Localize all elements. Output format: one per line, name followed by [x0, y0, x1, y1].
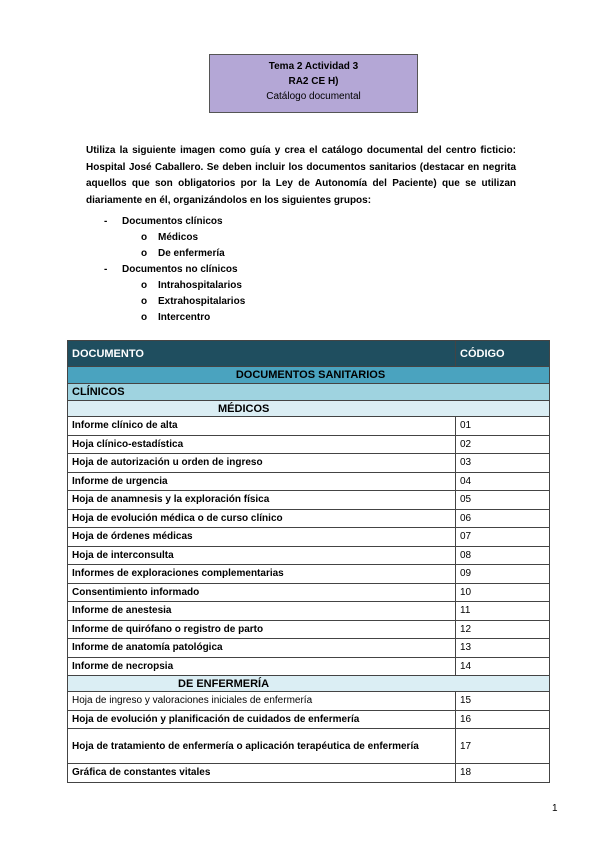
document-name: Hoja clínico-estadística: [68, 435, 456, 454]
document-name: Hoja de autorización u orden de ingreso: [68, 454, 456, 473]
document-code: 02: [456, 435, 550, 454]
subcategory-row: [68, 676, 550, 692]
page-number: 1: [552, 803, 558, 814]
document-code: 04: [456, 472, 550, 491]
document-name: Hoja de órdenes médicas: [68, 528, 456, 547]
subcategory-medicos: MÉDICOS: [68, 401, 550, 417]
document-code: 12: [456, 620, 550, 639]
table-row: [68, 583, 550, 602]
subgroup-marker: o: [141, 232, 148, 243]
section-row: [68, 367, 550, 384]
document-name: Hoja de evolución médica o de curso clínico: [68, 509, 456, 528]
subgroup-marker: o: [141, 248, 148, 259]
document-name: Hoja de anamnesis y la exploración física: [68, 491, 456, 510]
table-row: [68, 639, 550, 658]
table-row: [68, 472, 550, 491]
table-header-row: [68, 341, 550, 367]
group-marker: -: [104, 264, 108, 275]
subgroup-marker: o: [141, 280, 148, 291]
column-header-code: CÓDIGO: [456, 341, 550, 367]
document-code: 05: [456, 491, 550, 510]
document-code: 08: [456, 546, 550, 565]
document-name: Hoja de ingreso y valoraciones iniciales de enfermería: [68, 692, 456, 711]
document-name: Informe de anatomía patológica: [68, 639, 456, 658]
document-name: Hoja de evolución y planificación de cuidados de enfermería: [68, 710, 456, 729]
document-code: 10: [456, 583, 550, 602]
document-code: 11: [456, 602, 550, 621]
group-item: Documentos clínicos: [122, 216, 223, 227]
subgroup-marker: o: [141, 296, 148, 307]
document-code: 09: [456, 565, 550, 584]
document-code: 14: [456, 657, 550, 676]
category-title: CLÍNICOS: [68, 384, 550, 401]
catalog-table: [67, 340, 550, 783]
subcategory-enfermeria: DE ENFERMERÍA: [68, 676, 550, 692]
document-name: Hoja de tratamiento de enfermería o aplicación terapéutica de enfermería: [68, 729, 456, 764]
subgroup-item: Intercentro: [158, 312, 211, 323]
subcategory-row: [68, 401, 550, 417]
document-code: 17: [456, 729, 550, 764]
activity-title: Tema 2 Actividad 3: [268, 61, 359, 72]
subgroup-item: Intrahospitalarios: [158, 280, 242, 291]
document-code: 06: [456, 509, 550, 528]
document-code: 07: [456, 528, 550, 547]
subgroup-item: De enfermería: [158, 248, 225, 259]
document-name: Hoja de interconsulta: [68, 546, 456, 565]
subgroup-item: Médicos: [158, 232, 199, 243]
section-title: DOCUMENTOS SANITARIOS: [68, 367, 550, 384]
group-marker: -: [104, 216, 108, 227]
activity-subtitle: Catálogo documental: [266, 91, 361, 102]
document-code: 13: [456, 639, 550, 658]
table-row: [68, 764, 550, 783]
subgroup-marker: o: [141, 312, 148, 323]
document-name: Informe de quirófano o registro de parto: [68, 620, 456, 639]
document-name: Gráfica de constantes vitales: [68, 764, 456, 783]
column-header-document: DOCUMENTO: [68, 341, 456, 367]
document-code: 15: [456, 692, 550, 711]
document-name: Informes de exploraciones complementarias: [68, 565, 456, 584]
table-row: [68, 620, 550, 639]
table-row: [68, 692, 550, 711]
table-row: [68, 657, 550, 676]
table-row: [68, 509, 550, 528]
document-name: Informe clínico de alta: [68, 417, 456, 436]
table-row: [68, 602, 550, 621]
document-code: 18: [456, 764, 550, 783]
table-row: [68, 528, 550, 547]
group-item: Documentos no clínicos: [122, 264, 238, 275]
table-row: [68, 435, 550, 454]
activity-title-box: [209, 54, 418, 113]
document-name: Informe de urgencia: [68, 472, 456, 491]
table-row: [68, 417, 550, 436]
subgroup-item: Extrahospitalarios: [158, 296, 246, 307]
document-code: 01: [456, 417, 550, 436]
document-name: Informe de anestesia: [68, 602, 456, 621]
table-row: [68, 710, 550, 729]
table-row: [68, 454, 550, 473]
activity-code: RA2 CE H): [288, 76, 339, 87]
document-name: Consentimiento informado: [68, 583, 456, 602]
document-code: 03: [456, 454, 550, 473]
document-code: 16: [456, 710, 550, 729]
table-row: [68, 491, 550, 510]
category-row: [68, 384, 550, 401]
intro-paragraph: Utiliza la siguiente imagen como guía y crea el catálogo documental del centro ficticio: Hospital José Caballero. Se deben incluir los documentos sanitarios (destacar en negrita aquellos que son obligatorios por la Ley de Autonomía del Paciente) que se utilizan diariamente en él, organizándolos en los siguientes grupos:: [86, 145, 516, 206]
document-name: Informe de necropsia: [68, 657, 456, 676]
table-row: [68, 565, 550, 584]
table-row: [68, 729, 550, 764]
table-row: [68, 546, 550, 565]
